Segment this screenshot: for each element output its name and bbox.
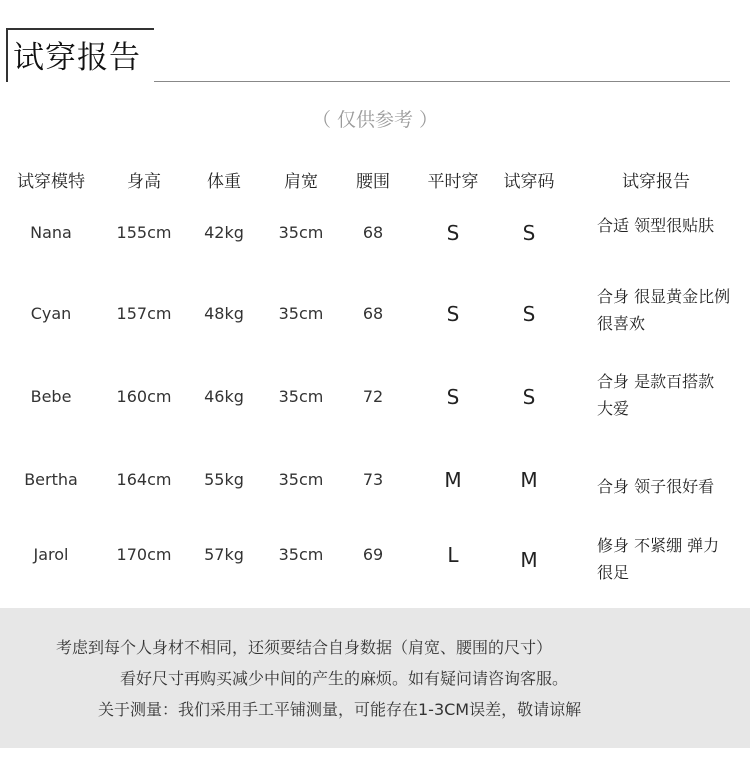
usual-size: S (446, 302, 460, 326)
notice-panel (0, 608, 750, 748)
title-divider (154, 81, 730, 82)
notice-line-1: 考虑到每个人身材不相同，还须要结合自身数据（肩宽、腰围的尺寸） (56, 638, 553, 657)
weight-value: 46kg (204, 387, 244, 406)
weight-value: 55kg (204, 470, 244, 489)
trial-size: S (522, 221, 536, 245)
trial-report: 合身 领子很好看 (597, 477, 715, 496)
trial-size: M (520, 548, 538, 572)
waist-value: 69 (362, 545, 384, 564)
model-name: Nana (30, 223, 72, 242)
height-value: 155cm (116, 223, 172, 242)
weight-value: 57kg (204, 545, 244, 564)
usual-size: L (447, 543, 459, 567)
model-name: Bebe (30, 387, 72, 406)
notice-line-3: 关于测量：我们采用手工平铺测量，可能存在1-3CM误差，敬请谅解 (98, 700, 582, 719)
height-value: 157cm (116, 304, 172, 323)
height-value: 164cm (116, 470, 172, 489)
height-value: 170cm (116, 545, 172, 564)
trial-size: M (520, 468, 538, 492)
shoulder-value: 35cm (278, 223, 324, 242)
trial-size: S (522, 302, 536, 326)
waist-value: 68 (362, 304, 384, 323)
waist-value: 73 (362, 470, 384, 489)
header-shoulder: 肩宽 (284, 172, 318, 192)
header-model: 试穿模特 (17, 172, 85, 192)
usual-size: S (446, 221, 460, 245)
model-name: Bertha (24, 470, 78, 489)
trial-size: S (522, 385, 536, 409)
usual-size: M (444, 468, 462, 492)
header-report: 试穿报告 (622, 172, 690, 192)
trial-report: 合适 领型很贴肤 (597, 216, 715, 235)
trial-report: 合身 很显黄金比例 很喜欢 (597, 287, 731, 333)
weight-value: 48kg (204, 304, 244, 323)
usual-size: S (446, 385, 460, 409)
height-value: 160cm (116, 387, 172, 406)
waist-value: 72 (362, 387, 384, 406)
header-height: 身高 (127, 172, 161, 192)
weight-value: 42kg (204, 223, 244, 242)
shoulder-value: 35cm (278, 470, 324, 489)
header-weight: 体重 (207, 172, 241, 192)
model-name: Jarol (33, 545, 69, 564)
trial-report: 合身 是款百搭款 大爱 (597, 372, 715, 418)
subtitle: （ 仅供参考 ） (311, 109, 439, 131)
shoulder-value: 35cm (278, 304, 324, 323)
header-usual-size: 平时穿 (427, 172, 479, 192)
shoulder-value: 35cm (278, 545, 324, 564)
header-trial-size: 试穿码 (503, 172, 555, 192)
notice-line-2: 看好尺寸再购买减少中间的产生的麻烦。如有疑问请咨询客服。 (120, 669, 569, 688)
model-name: Cyan (30, 304, 72, 323)
trial-report: 修身 不紧绷 弹力 很足 (597, 536, 720, 582)
shoulder-value: 35cm (278, 387, 324, 406)
waist-value: 68 (362, 223, 384, 242)
header-waist: 腰围 (356, 172, 390, 192)
page-title: 试穿报告 (13, 40, 141, 76)
